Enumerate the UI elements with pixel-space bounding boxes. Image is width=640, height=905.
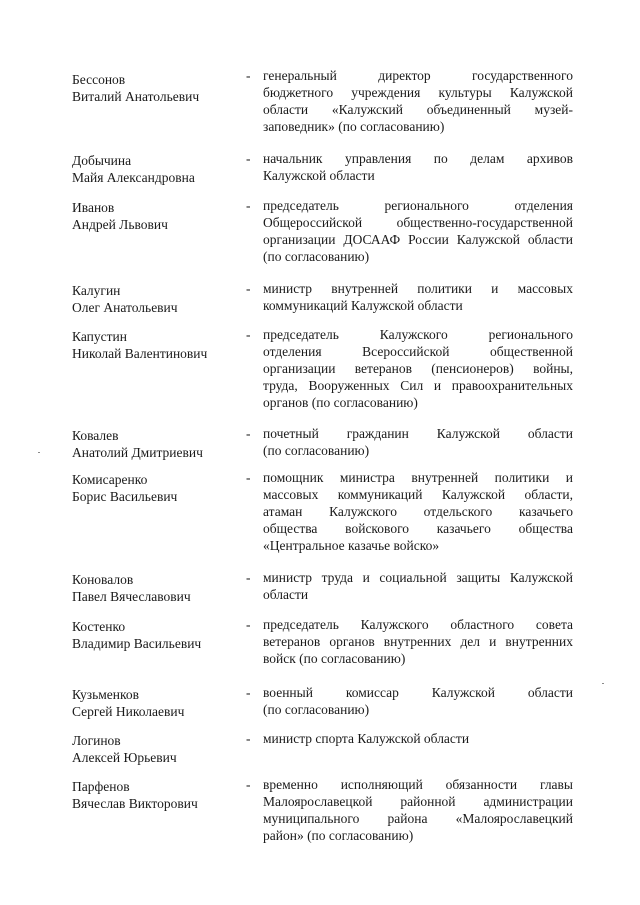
dash-separator: -	[246, 685, 251, 700]
position-line: министр спорта Калужской области	[263, 731, 470, 746]
position-line: отделения Всероссийской общественной	[263, 344, 573, 359]
member-name	[72, 686, 242, 720]
dash-separator: -	[246, 426, 251, 441]
member-surname: Бессонов	[72, 72, 126, 87]
dash-separator: -	[246, 68, 251, 83]
position-line: помощник министра внутренней политики и	[263, 470, 573, 485]
member-given-names: Сергей Николаевич	[72, 704, 185, 719]
position-line: массовых коммуникаций Калужской области,	[263, 487, 573, 502]
member-surname: Ковалев	[72, 428, 119, 443]
position-line: Общероссийской общественно-государственной	[263, 215, 573, 230]
member-name	[72, 571, 242, 605]
position-line: органов (по согласованию)	[263, 395, 418, 410]
position-line: Малоярославецкой районной администрации	[263, 794, 573, 809]
position-line: труда, Вооруженных Сил и правоохранительных	[263, 378, 573, 393]
member-position	[263, 197, 573, 265]
position-line: председатель Калужского областного совета	[263, 617, 573, 632]
member-position	[263, 569, 573, 603]
position-line: начальник управления по делам архивов	[263, 151, 573, 166]
dash-separator: -	[246, 281, 251, 296]
member-surname: Логинов	[72, 733, 121, 748]
position-line: «Центральное казачье войско»	[263, 538, 440, 553]
member-given-names: Владимир Васильевич	[72, 636, 202, 651]
dash-separator: -	[246, 198, 251, 213]
position-line: (по согласованию)	[263, 443, 370, 458]
member-given-names: Анатолий Дмитриевич	[72, 445, 203, 460]
member-surname: Калугин	[72, 283, 121, 298]
member-name	[72, 199, 242, 233]
dash-separator: -	[246, 731, 251, 746]
member-position	[263, 326, 573, 411]
position-line: (по согласованию)	[263, 702, 370, 717]
member-position	[263, 730, 573, 747]
member-given-names: Павел Вячеславович	[72, 589, 191, 604]
position-line: военный комиссар Калужской области	[263, 685, 573, 700]
member-surname: Иванов	[72, 200, 115, 215]
position-line: председатель Калужского регионального	[263, 327, 573, 342]
member-surname: Костенко	[72, 619, 126, 634]
member-given-names: Вячеслав Викторович	[72, 796, 198, 811]
position-line: временно исполняющий обязанности главы	[263, 777, 573, 792]
position-line: бюджетного учреждения культуры Калужской	[263, 85, 573, 100]
member-name	[72, 328, 242, 362]
position-line: атаман Калужского отдельского казачьего	[263, 504, 573, 519]
member-name	[72, 152, 242, 186]
member-surname: Кузьменков	[72, 687, 139, 702]
position-line: войск (по согласованию)	[263, 651, 406, 666]
position-line: области «Калужский объединенный музей-	[263, 102, 573, 117]
position-line: район» (по согласованию)	[263, 828, 414, 843]
position-line: области	[263, 587, 309, 602]
member-given-names: Алексей Юрьевич	[72, 750, 177, 765]
position-line: организации ветеранов (пенсионеров) войны,	[263, 361, 573, 376]
member-name	[72, 732, 242, 766]
member-name	[72, 778, 242, 812]
position-line: общества войскового казачьего общества	[263, 521, 573, 536]
member-surname: Добычина	[72, 153, 132, 168]
position-line: Калужской области	[263, 168, 375, 183]
member-given-names: Андрей Львович	[72, 217, 168, 232]
member-position	[263, 469, 573, 554]
dash-separator: -	[246, 327, 251, 342]
dash-separator: -	[246, 151, 251, 166]
position-line: председатель регионального отделения	[263, 198, 573, 213]
member-position	[263, 425, 573, 459]
member-surname: Комисаренко	[72, 472, 148, 487]
position-line: заповедник» (по согласованию)	[263, 119, 445, 134]
member-position	[263, 684, 573, 718]
member-given-names: Виталий Анатольевич	[72, 89, 200, 104]
member-surname: Коновалов	[72, 572, 134, 587]
dash-separator: -	[246, 777, 251, 792]
dash-separator: -	[246, 470, 251, 485]
member-position	[263, 150, 573, 184]
member-position	[263, 776, 573, 844]
member-surname: Капустин	[72, 329, 127, 344]
position-line: (по согласованию)	[263, 249, 370, 264]
member-name	[72, 282, 242, 316]
position-line: коммуникаций Калужской области	[263, 298, 463, 313]
member-name	[72, 71, 242, 105]
member-position	[263, 67, 573, 135]
member-name	[72, 427, 242, 461]
member-position	[263, 280, 573, 314]
position-line: почетный гражданин Калужской области	[263, 426, 573, 441]
member-surname: Парфенов	[72, 779, 130, 794]
member-given-names: Николай Валентинович	[72, 346, 208, 361]
position-line: организации ДОСААФ России Калужской области	[263, 232, 573, 247]
member-name	[72, 471, 242, 505]
member-name	[72, 618, 242, 652]
position-line: генеральный директор государственного	[263, 68, 573, 83]
scan-speck	[38, 452, 40, 453]
scan-speck	[602, 683, 604, 684]
position-line: министр внутренней политики и массовых	[263, 281, 573, 296]
member-given-names: Борис Васильевич	[72, 489, 178, 504]
position-line: ветеранов органов внутренних дел и внутренних	[263, 634, 573, 649]
member-given-names: Олег Анатольевич	[72, 300, 178, 315]
position-line: муниципального района «Малоярославецкий	[263, 811, 573, 826]
member-given-names: Майя Александровна	[72, 170, 195, 185]
position-line: министр труда и социальной защиты Калужской	[263, 570, 573, 585]
dash-separator: -	[246, 617, 251, 632]
member-position	[263, 616, 573, 667]
dash-separator: -	[246, 570, 251, 585]
